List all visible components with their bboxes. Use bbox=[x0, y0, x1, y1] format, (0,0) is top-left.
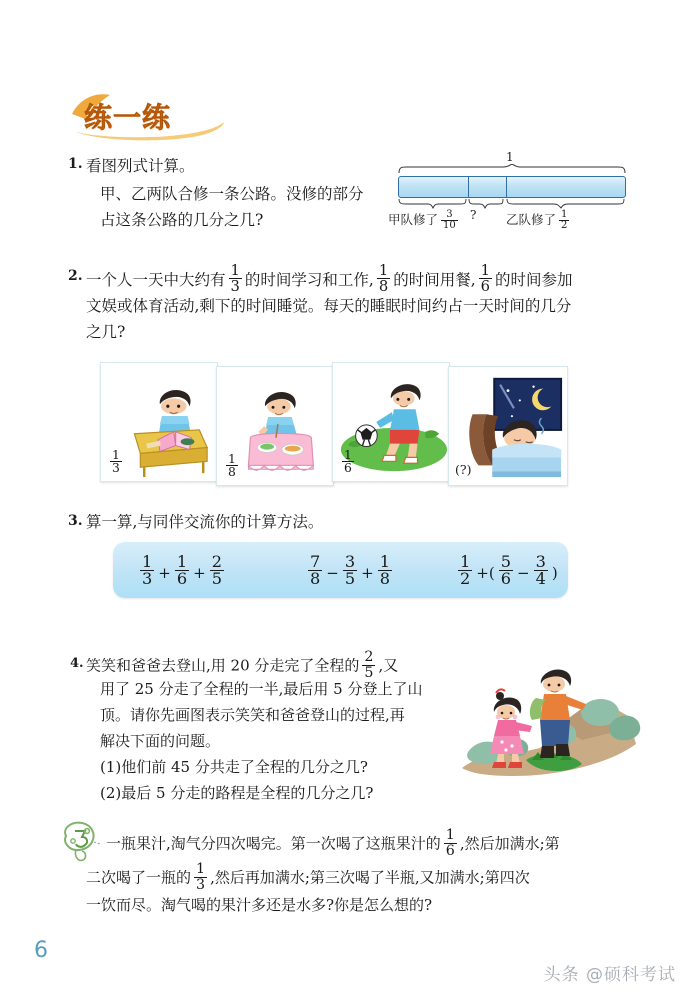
problem-4-line-4: 解决下面的问题。 bbox=[100, 732, 221, 750]
panel-1-denominator: 3 bbox=[112, 461, 120, 476]
expr1-op-2: + bbox=[193, 563, 206, 582]
expr3-frac-1 bbox=[458, 554, 472, 588]
panel-1-fraction bbox=[110, 449, 122, 475]
problem-4-text-b: ,又 bbox=[378, 656, 399, 675]
p5-frac-a-numerator: 1 bbox=[445, 827, 455, 843]
problem-1-line-2: 甲、乙两队合修一条公路。没修的部分 bbox=[100, 185, 364, 203]
section-banner bbox=[66, 92, 246, 146]
p5-frac-a-denominator: 6 bbox=[445, 842, 455, 859]
expr2-op-2: + bbox=[361, 563, 374, 582]
panel-3-fraction bbox=[342, 449, 354, 475]
problem-4-illustration bbox=[462, 660, 642, 790]
problem-5-mascot bbox=[58, 818, 102, 868]
panel-4-label: (?) bbox=[455, 462, 472, 477]
expr3-frac3-numerator: 3 bbox=[535, 552, 546, 571]
expr2-frac2-numerator: 3 bbox=[344, 552, 356, 571]
problem-5-text-b: ,然后加满水;第 bbox=[459, 834, 560, 853]
picture-panel-sport bbox=[332, 362, 450, 482]
panel-1-numerator: 1 bbox=[112, 447, 120, 462]
problem-5-line2-a: 二次喝了一瓶的 bbox=[86, 868, 192, 887]
problem-3-line-1: 算一算,与同伴交流你的计算方法。 bbox=[86, 513, 324, 531]
bar-right-frac-denominator: 2 bbox=[561, 220, 568, 232]
expr3-op-1: +( bbox=[476, 563, 495, 582]
p2-frac-a-numerator: 1 bbox=[230, 262, 240, 279]
expr3-frac1-denominator: 2 bbox=[460, 569, 471, 589]
picture-panel-sleep bbox=[448, 366, 568, 486]
problem-4-sub-1: (1)他们前 45 分共走了全程的几分之几? bbox=[100, 758, 368, 776]
problem-1-bar-diagram bbox=[388, 152, 638, 238]
bar-left-frac-denominator: 10 bbox=[443, 220, 456, 232]
problem-4-line-1 bbox=[86, 650, 398, 680]
problem-4-fraction bbox=[362, 650, 375, 680]
expr3-frac3-denominator: 4 bbox=[535, 569, 546, 589]
problem-1-line-1: 看图列式计算。 bbox=[86, 157, 195, 175]
problem-5-fraction-a bbox=[444, 828, 457, 858]
expr3-frac-3 bbox=[534, 554, 548, 588]
bar-right-frac-numerator: 1 bbox=[561, 209, 568, 220]
expr2-frac-2 bbox=[343, 554, 357, 588]
bar-label-left-text: 甲队修了 bbox=[388, 212, 439, 227]
page-number: 6 bbox=[34, 938, 48, 963]
problem-2-number: 2. bbox=[68, 268, 83, 284]
problem-2-picture-strip bbox=[100, 358, 568, 486]
problem-2-fraction-a bbox=[229, 263, 242, 294]
problem-3-number: 3. bbox=[68, 513, 83, 529]
p2-frac-b-numerator: 1 bbox=[378, 262, 389, 279]
bar-left-frac-numerator: 3 bbox=[446, 209, 453, 220]
p2-frac-c-denominator: 6 bbox=[480, 278, 491, 295]
expr2-frac2-denominator: 5 bbox=[344, 569, 356, 589]
problem-4-line-2: 用了 25 分走了全程的一半,最后用 5 分登上了山 bbox=[100, 680, 423, 698]
expr3-op-3: ) bbox=[551, 563, 558, 582]
p5-frac-b-numerator: 1 bbox=[196, 861, 206, 877]
problem-2-line-2: 文娱或体育活动,剩下的时间睡觉。每天的睡眠时间约占一天时间的几分 bbox=[86, 297, 572, 315]
p2-frac-b-denominator: 8 bbox=[378, 278, 389, 295]
panel-2-fraction bbox=[226, 453, 238, 479]
expr1-frac1-numerator: 1 bbox=[142, 552, 153, 571]
bar-whole-label: 1 bbox=[506, 150, 514, 164]
expr1-frac-1 bbox=[140, 554, 154, 588]
expr3-op-2: − bbox=[516, 563, 530, 582]
picture-panel-meal bbox=[216, 366, 334, 486]
bar-left-fraction bbox=[441, 210, 458, 231]
expr1-frac3-numerator: 2 bbox=[211, 552, 222, 571]
problem-2-fraction-c bbox=[479, 263, 492, 294]
watermark: 头条 @硕科考试 bbox=[543, 965, 676, 985]
problem-2-text-b: 的时间学习和工作, bbox=[244, 270, 374, 289]
expr1-frac-2 bbox=[175, 554, 189, 588]
bar-label-unknown: ? bbox=[470, 208, 477, 222]
expr1-frac-3 bbox=[210, 554, 224, 588]
problem-4-line-3: 顶。请你先画图表示笑笑和爸爸登山的过程,再 bbox=[100, 706, 405, 724]
expr1-frac2-numerator: 1 bbox=[176, 552, 188, 571]
bar-divider-2 bbox=[506, 177, 507, 197]
problem-1-line-3: 占这条公路的几分之几? bbox=[100, 211, 264, 229]
green-five-mascot-icon bbox=[58, 818, 102, 868]
p2-frac-a-denominator: 3 bbox=[230, 278, 240, 295]
panel-2-denominator: 8 bbox=[228, 465, 236, 480]
p4-frac-denominator: 5 bbox=[364, 664, 374, 681]
expr3-frac-2 bbox=[499, 554, 513, 588]
problem-2-line-1 bbox=[86, 263, 573, 294]
panel-3-label bbox=[339, 449, 357, 475]
p5-frac-b-denominator: 3 bbox=[196, 876, 206, 893]
bar-label-right bbox=[506, 210, 572, 231]
bar-total bbox=[398, 176, 626, 198]
expr2-frac3-numerator: 1 bbox=[379, 552, 390, 571]
expr2-frac1-numerator: 7 bbox=[310, 552, 321, 571]
expr1-frac3-denominator: 5 bbox=[211, 569, 222, 589]
problem-2-text-a: 一个人一天中大约有 bbox=[86, 270, 226, 289]
expr3-frac2-numerator: 5 bbox=[500, 552, 511, 571]
bar-divider-1 bbox=[468, 177, 469, 197]
panel-1-label bbox=[107, 449, 125, 475]
expr2-frac-3 bbox=[378, 554, 392, 588]
expr3-frac2-denominator: 6 bbox=[500, 569, 511, 589]
problem-4-number: 4. bbox=[70, 656, 84, 671]
problem-3-expression-box bbox=[113, 542, 568, 598]
p2-frac-c-numerator: 1 bbox=[480, 262, 491, 279]
panel-3-numerator: 1 bbox=[344, 447, 352, 462]
problem-5-line-3: 一饮而尽。淘气喝的果汁多还是水多?你是怎么想的? bbox=[86, 896, 433, 914]
bar-label-left bbox=[388, 210, 461, 231]
problem-5-line-2 bbox=[86, 862, 530, 892]
expression-3 bbox=[455, 554, 559, 588]
expr2-frac-1 bbox=[308, 554, 322, 588]
bar-right-fraction bbox=[559, 210, 569, 231]
expr2-frac1-denominator: 8 bbox=[310, 569, 321, 589]
panel-2-label bbox=[223, 453, 241, 479]
problem-1-number: 1. bbox=[68, 156, 83, 172]
expr2-frac3-denominator: 8 bbox=[379, 569, 390, 589]
panel-2-numerator: 1 bbox=[228, 451, 236, 466]
problem-2-text-c: 的时间用餐, bbox=[393, 270, 476, 289]
problem-5-line2-b: ,然后再加满水;第三次喝了半瓶,又加满水;第四次 bbox=[210, 868, 530, 887]
problem-4-text-a: 笑笑和爸爸去登山,用 20 分走完了全程的 bbox=[86, 656, 360, 675]
problem-5-line-1 bbox=[106, 828, 560, 858]
problem-2-line-3: 之几? bbox=[86, 323, 126, 341]
expression-2 bbox=[305, 554, 395, 588]
picture-panel-study bbox=[100, 362, 218, 482]
expr3-frac1-numerator: 1 bbox=[460, 552, 471, 571]
problem-2-fraction-b bbox=[377, 263, 390, 294]
problem-4-sub-2: (2)最后 5 分走的路程是全程的几分之几? bbox=[100, 784, 374, 802]
expr1-frac2-denominator: 6 bbox=[176, 569, 188, 589]
bar-label-right-text: 乙队修了 bbox=[506, 212, 557, 227]
problem-5-text-a: 一瓶果汁,淘气分四次喝完。第一次喝了这瓶果汁的 bbox=[106, 834, 441, 853]
expr1-frac1-denominator: 3 bbox=[142, 569, 153, 589]
father-and-daughter-climbing-mountain-illustration bbox=[462, 660, 642, 790]
bar-top-brace-icon bbox=[398, 164, 626, 174]
problem-2-text-d: 的时间参加 bbox=[495, 270, 573, 289]
expr1-op-1: + bbox=[158, 563, 171, 582]
p4-frac-numerator: 2 bbox=[364, 649, 374, 665]
problem-5-fraction-b bbox=[194, 862, 207, 892]
expr2-op-1: − bbox=[326, 563, 339, 582]
expression-1 bbox=[137, 554, 227, 588]
bar-bottom-braces-icon bbox=[398, 198, 626, 210]
panel-3-denominator: 6 bbox=[344, 461, 352, 476]
banner-title: 练一练 bbox=[84, 101, 172, 134]
